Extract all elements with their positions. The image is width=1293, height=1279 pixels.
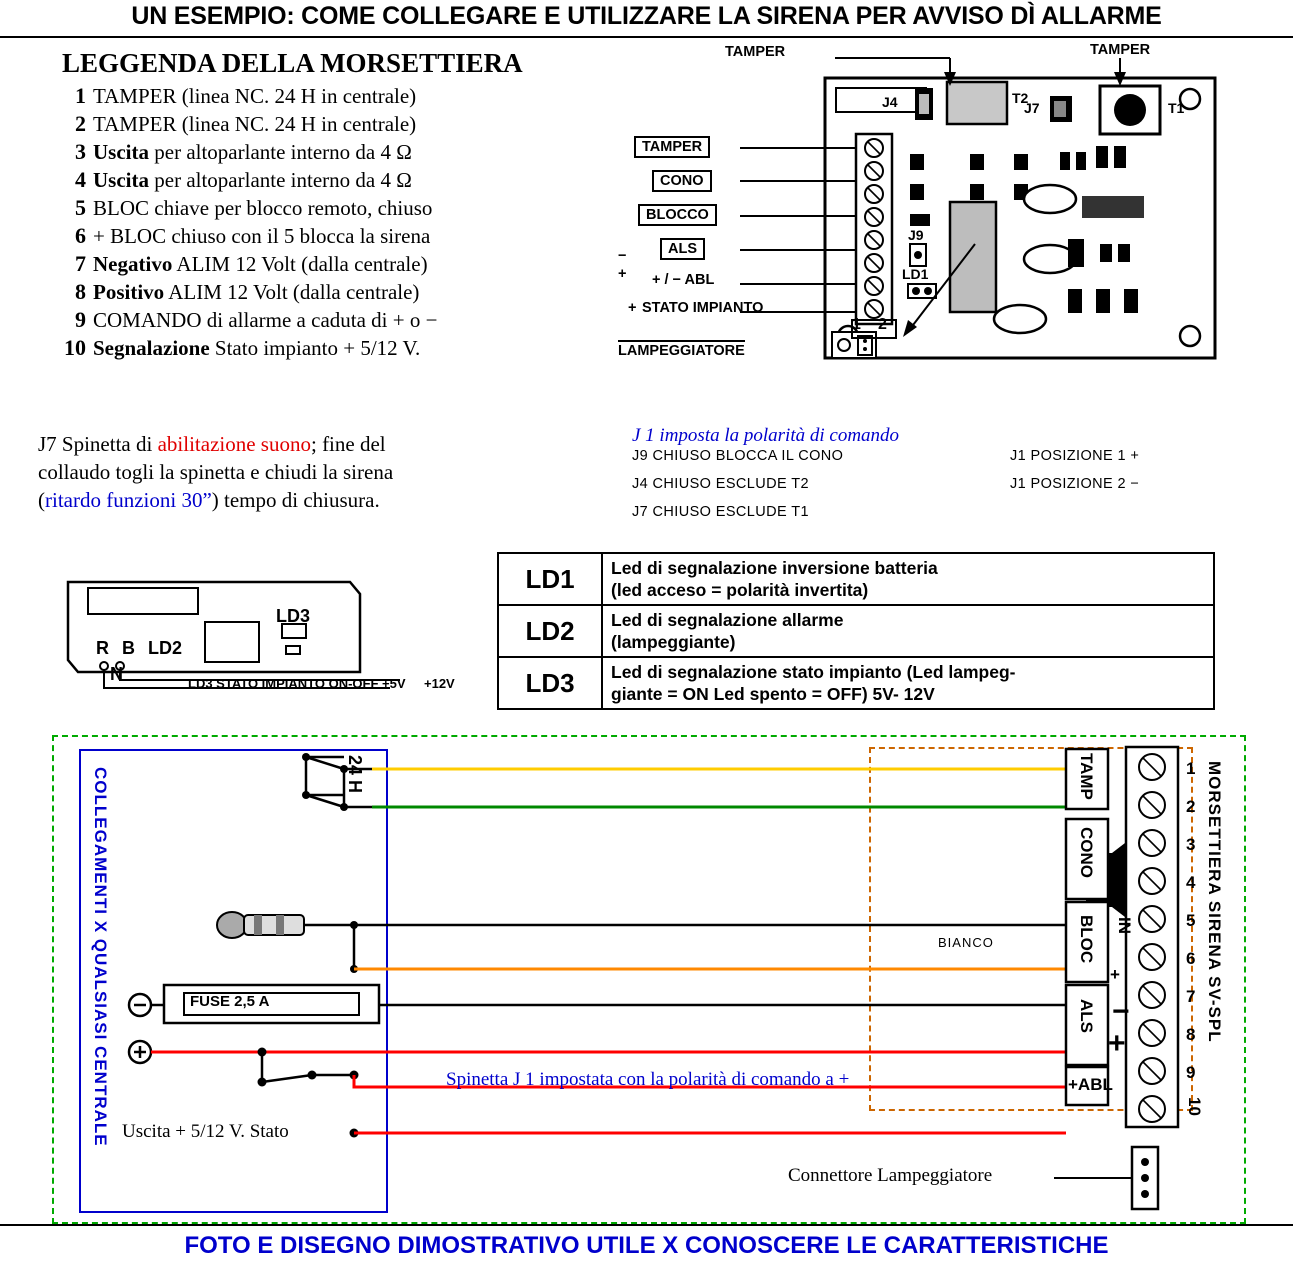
list-item: 4 Uscita per altoparlante interno da 4 Ω xyxy=(75,167,412,192)
list-item: 3 Uscita per altoparlante interno da 4 Ω xyxy=(75,139,412,164)
minus-sign-wiring: − xyxy=(1112,995,1130,1028)
jumper-note-j4: J4 CHIUSO ESCLUDE T2 xyxy=(632,476,809,492)
wiring-diagram xyxy=(52,735,1246,1224)
terminal-number: 10 xyxy=(1185,1097,1204,1116)
led-desc: Led di segnalazione inversione batteria (led acceso = polarità invertita) xyxy=(602,553,1214,605)
stato-output-label: Uscita + 5/12 V. Stato xyxy=(122,1121,289,1142)
jumper-note-j9: J9 CHIUSO BLOCCA IL CONO xyxy=(632,448,844,464)
j1-pin1: 1 xyxy=(852,316,861,333)
lampeggiatore-label: LAMPEGGIATORE xyxy=(618,340,745,359)
terminal-label-blocco: BLOCCO xyxy=(638,204,717,226)
b-label: B xyxy=(122,638,135,658)
plus-sign: + xyxy=(618,266,627,282)
legend-heading: LEGGENDA DELLA MORSETTIERA xyxy=(62,48,523,78)
title-divider xyxy=(0,36,1293,38)
page-title: UN ESEMPIO: COME COLLEGARE E UTILIZZARE LA SIRENA PER AVVISO DÌ ALLARME xyxy=(131,2,1162,30)
list-item: 5 BLOC chiave per blocco remoto, chiuso xyxy=(75,195,433,220)
led-key: LD3 xyxy=(498,657,602,709)
enable-sound-text: abilitazione suono xyxy=(157,432,311,456)
terminal-number: 1 xyxy=(1186,759,1196,778)
terminal-number: 6 xyxy=(1186,949,1196,968)
tamper-switch-label: 24 H xyxy=(345,755,365,794)
terminal-label-cono: CONO xyxy=(652,170,712,192)
blinker-connector-label: Connettore Lampeggiatore xyxy=(788,1165,993,1186)
delay-text: ritardo funzioni 30” xyxy=(45,488,212,512)
terminal-name-bloc: BLOC xyxy=(1077,915,1096,964)
footer-caption: FOTO E DISEGNO DIMOSTRATIVO UTILE X CONOSCERE LE CARATTERISTICHE xyxy=(184,1232,1109,1259)
central-unit-label: COLLEGAMENTI X QUALSIASI CENTRALE xyxy=(91,767,110,1147)
tamper-left-label: TAMPER xyxy=(725,44,786,60)
plus-sign-wiring: + xyxy=(1108,1027,1126,1060)
jumper-polarity-note: Spinetta J 1 impostata con la polarità di comando a + xyxy=(446,1069,850,1090)
plus-terminal-label: + xyxy=(1110,965,1120,984)
terminal-number: 9 xyxy=(1186,1063,1196,1082)
led-desc: Led di segnalazione allarme (lampeggiante) xyxy=(602,605,1214,657)
list-item: 10 Segnalazione Stato impianto + 5/12 V. xyxy=(64,335,421,360)
table-row xyxy=(498,553,1214,605)
list-item: 9 COMANDO di allarme a caduta di + o − xyxy=(75,307,438,332)
terminal-name-cono: CONO xyxy=(1077,827,1096,878)
plus-sign-stato: + xyxy=(628,300,637,316)
in-label: IN xyxy=(1115,917,1134,934)
t1-label: T1 xyxy=(1168,100,1185,116)
jumper-notes-left xyxy=(632,448,843,520)
fuse-label: FUSE 2,5 A xyxy=(190,993,270,1010)
n-label: N xyxy=(110,664,123,684)
terminal-number: 5 xyxy=(1186,911,1196,930)
ld2-label: LD2 xyxy=(148,638,183,658)
terminal-number: 3 xyxy=(1186,835,1196,854)
list-item: 6 + BLOC chiuso con il 5 blocca la sirena xyxy=(75,223,431,248)
terminal-name-als: ALS xyxy=(1077,999,1096,1033)
list-item: 8 Positivo ALIM 12 Volt (dalla centrale) xyxy=(75,279,420,304)
terminal-number: 2 xyxy=(1186,797,1196,816)
t2-label: T2 xyxy=(1012,90,1029,106)
pcb-diagram xyxy=(620,44,1280,424)
tamper-right-label: TAMPER xyxy=(1090,42,1151,58)
led-key: LD2 xyxy=(498,605,602,657)
j7-label: J7 xyxy=(1024,100,1040,116)
siren-terminal-block-label: MORSETTIERA SIRENA SV-SPL xyxy=(1205,761,1224,1043)
led-key: LD1 xyxy=(498,553,602,605)
terminal-label-abl: + / − ABL xyxy=(652,272,715,288)
footer-divider xyxy=(0,1224,1293,1226)
table-row xyxy=(498,657,1214,709)
terminal-name-abl: +ABL xyxy=(1068,1075,1113,1094)
terminal-label-tamper: TAMPER xyxy=(634,136,710,158)
led-legend-table xyxy=(497,552,1215,710)
jumper-notes-right xyxy=(1010,448,1139,492)
legend-note: J7 Spinetta di abilitazione suono; fine del collaudo togli la spinetta e chiudi la sirena (ritardo funzioni 30”) tempo di chiusura. xyxy=(38,432,394,512)
list-item: 2 TAMPER (linea NC. 24 H in centrale) xyxy=(75,111,417,136)
j1-polarity-note: J 1 imposta la polarità di comando xyxy=(632,425,900,446)
bianco-label: BIANCO xyxy=(938,935,994,950)
terminal-name-tamp: TAMP xyxy=(1077,753,1096,800)
terminal-label-als: ALS xyxy=(660,238,705,260)
jumper-note-j7: J7 CHIUSO ESCLUDE T1 xyxy=(632,504,809,520)
ld3-5v-label: +5V xyxy=(382,676,406,691)
ld3-module-diagram xyxy=(60,560,480,710)
ld3-label: LD3 xyxy=(276,606,311,626)
r-label: R xyxy=(96,638,109,658)
minus-sign: − xyxy=(618,248,627,264)
jumper-note-j1-pos1: J1 POSIZIONE 1 + xyxy=(1010,448,1140,464)
jumper-note-j1-pos2: J1 POSIZIONE 2 − xyxy=(1010,476,1140,492)
legend-list xyxy=(64,82,664,362)
ld1-label: LD1 xyxy=(902,266,929,282)
ld3-caption: LD3 STATO IMPIANTO ON-OFF xyxy=(188,676,379,691)
terminal-number: 4 xyxy=(1186,873,1196,892)
j4-label: J4 xyxy=(882,94,898,110)
list-item: 1 TAMPER (linea NC. 24 H in centrale) xyxy=(75,83,417,108)
table-row xyxy=(498,605,1214,657)
terminal-number: 7 xyxy=(1186,987,1196,1006)
terminal-number: 8 xyxy=(1186,1025,1196,1044)
j1-pin2: 2 xyxy=(878,316,887,333)
led-desc: Led di segnalazione stato impianto (Led lampeg- giante = ON Led spento = OFF) 5V- 12V xyxy=(602,657,1214,709)
list-item: 7 Negativo ALIM 12 Volt (dalla centrale) xyxy=(75,251,428,276)
terminal-label-stato: STATO IMPIANTO xyxy=(642,300,764,316)
j9-label: J9 xyxy=(908,227,924,243)
ld3-12v-label: +12V xyxy=(424,676,455,691)
